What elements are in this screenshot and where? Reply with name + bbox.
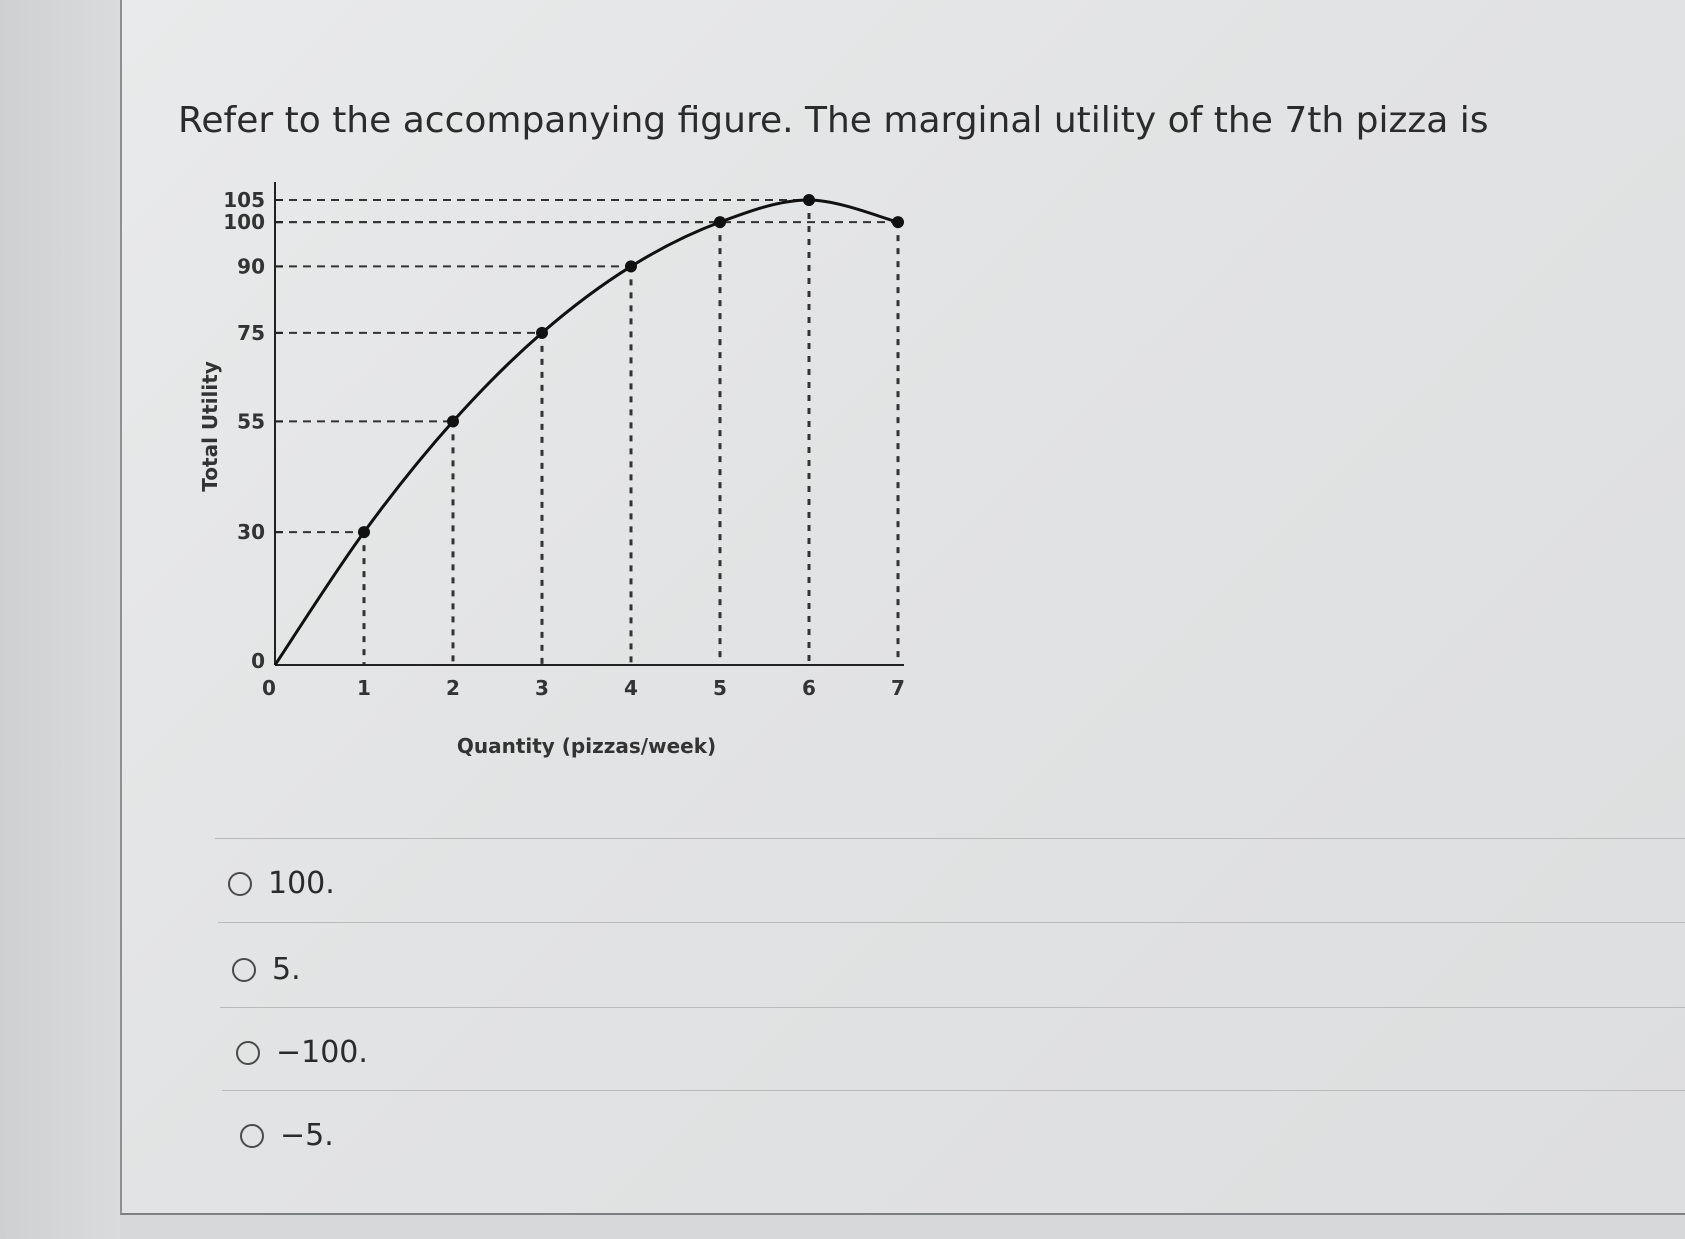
divider <box>220 1007 1685 1008</box>
chart-guide-lines <box>275 200 898 665</box>
data-point <box>358 526 370 538</box>
answer-option-label: −100. <box>276 1035 368 1070</box>
answer-option-label: 5. <box>272 952 301 987</box>
y-axis-label: Total Utility <box>198 361 222 492</box>
data-point <box>625 260 637 272</box>
y-tick-label: 55 <box>237 409 265 434</box>
answer-option-1[interactable] <box>228 866 335 901</box>
x-tick-label: 5 <box>713 676 727 700</box>
data-points <box>358 194 904 538</box>
x-tick-label: 3 <box>535 676 549 700</box>
x-tick-label: 7 <box>891 676 905 700</box>
radio-button[interactable] <box>240 1124 264 1148</box>
answer-option-label: −5. <box>280 1118 334 1153</box>
data-point <box>714 216 726 228</box>
divider <box>218 922 1685 923</box>
answer-option-3[interactable] <box>236 1035 368 1070</box>
divider <box>215 838 1685 839</box>
total-utility-curve <box>275 200 898 665</box>
x-tick-label: 0 <box>262 676 276 700</box>
y-tick-label: 75 <box>237 320 265 345</box>
radio-button[interactable] <box>236 1041 260 1065</box>
question-text: Refer to the accompanying figure. The marginal utility of the 7th pizza is <box>178 100 1489 141</box>
y-tick-label: 105 <box>223 188 265 212</box>
y-tick-label: 90 <box>237 254 265 279</box>
answer-option-label: 100. <box>268 866 335 901</box>
data-point <box>536 327 548 339</box>
y-tick-label: 30 <box>237 520 265 545</box>
x-tick-label: 4 <box>624 676 638 700</box>
answer-option-4[interactable] <box>240 1118 334 1153</box>
data-point <box>803 194 815 206</box>
radio-button[interactable] <box>232 958 256 982</box>
answer-option-2[interactable] <box>232 952 301 987</box>
x-axis-ticks <box>262 676 905 700</box>
x-axis-label: Quantity (pizzas/week) <box>456 734 717 758</box>
data-point <box>447 415 459 427</box>
x-tick-label: 6 <box>802 676 816 700</box>
total-utility-chart <box>195 180 935 760</box>
x-tick-label: 2 <box>446 676 460 700</box>
data-point <box>892 216 904 228</box>
divider <box>222 1090 1685 1091</box>
x-tick-label: 1 <box>357 676 371 700</box>
y-tick-label: 0 <box>251 649 265 673</box>
y-tick-label: 100 <box>223 210 265 235</box>
radio-button[interactable] <box>228 872 252 896</box>
background-strip <box>0 0 120 1239</box>
